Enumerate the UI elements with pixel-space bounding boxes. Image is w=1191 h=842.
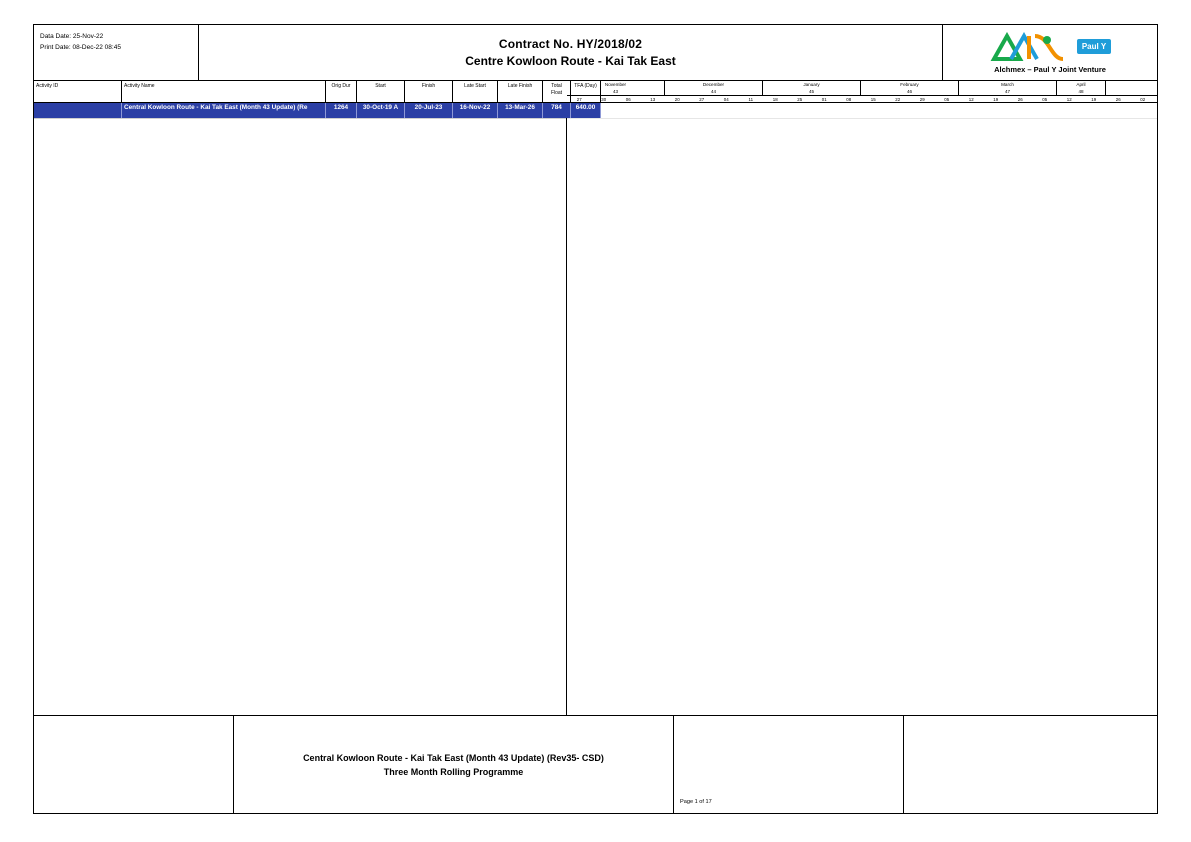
day-label: 04 (723, 97, 729, 102)
header-logo-block (942, 25, 1157, 80)
day-label: 02 (1140, 97, 1146, 102)
header-title-block (199, 25, 942, 80)
alchmex-logo-icon (989, 32, 1067, 62)
day-label: 19 (1091, 97, 1097, 102)
cell-activity-id (34, 103, 122, 118)
column-header-activity-name[interactable]: Activity Name (122, 81, 326, 102)
day-label: 06 (625, 97, 631, 102)
week-label: 47 (959, 88, 1057, 95)
jv-name: Alchmex – Paul Y Joint Venture (994, 64, 1106, 74)
week-label: 46 (861, 88, 959, 95)
day-label: 13 (650, 97, 656, 102)
cell-activity-name: Central Kowloon Route - Kai Tak East (Month 43 Update) (Re (122, 103, 326, 118)
day-label: 26 (1115, 97, 1121, 102)
legend (34, 716, 234, 813)
day-label: 12 (1066, 97, 1072, 102)
month-label: November (567, 81, 665, 88)
table-row[interactable] (34, 103, 596, 119)
cell-tfa-day-: 640.00 (571, 103, 601, 118)
week-label: 44 (665, 88, 763, 95)
column-header-late-start[interactable]: Late Start (453, 81, 498, 102)
day-label: 20 (674, 97, 680, 102)
column-header-total-float[interactable]: Total Float (543, 81, 571, 102)
sheet-footer (34, 715, 1157, 813)
day-label: 26 (1017, 97, 1023, 102)
day-label: 11 (748, 97, 754, 102)
day-label: 01 (821, 97, 827, 102)
cell-total-float: 784 (543, 103, 571, 118)
timescale-weeks (567, 88, 1157, 95)
column-header-start[interactable]: Start (357, 81, 405, 102)
week-label: 48 (1057, 88, 1106, 95)
column-header-activity-id[interactable]: Activity ID (34, 81, 122, 102)
gantt-area[interactable] (567, 103, 1157, 715)
cell-finish: 20-Jul-23 (405, 103, 453, 118)
month-label: April (1057, 81, 1106, 88)
day-label: 19 (993, 97, 999, 102)
cell-orig-dur: 1264 (326, 103, 357, 118)
timescale-months (567, 81, 1157, 88)
schedule-body (34, 103, 1157, 715)
day-label: 22 (895, 97, 901, 102)
column-header-orig-dur[interactable]: Orig Dur (326, 81, 357, 102)
project-title: Centre Kowloon Route - Kai Tak East (465, 54, 676, 68)
month-label: March (959, 81, 1057, 88)
revision-block (904, 716, 1157, 813)
column-header-finish[interactable]: Finish (405, 81, 453, 102)
header-dates-block (34, 25, 199, 80)
logos (989, 32, 1111, 62)
cell-late-start: 16-Nov-22 (453, 103, 498, 118)
week-label: 45 (763, 88, 861, 95)
day-label: 29 (919, 97, 925, 102)
day-label: 08 (846, 97, 852, 102)
day-label: 05 (1042, 97, 1048, 102)
month-label: December (665, 81, 763, 88)
column-header-late-finish[interactable]: Late Finish (498, 81, 543, 102)
day-label: 15 (870, 97, 876, 102)
drawing-frame (33, 24, 1158, 814)
day-label: 12 (968, 97, 974, 102)
month-label: February (861, 81, 959, 88)
timescale-header (567, 81, 1157, 102)
activity-table[interactable] (34, 103, 596, 715)
footer-title-block (234, 716, 674, 813)
data-date: Data Date: 25-Nov-22 (40, 33, 104, 40)
column-header-tfa-day-[interactable]: TFA (Day) (571, 81, 601, 102)
day-label: 18 (772, 97, 778, 102)
day-label: 27 (576, 97, 582, 102)
day-label: 27 (699, 97, 705, 102)
cell-start: 30-Oct-19 A (357, 103, 405, 118)
print-date: Print Date: 08-Dec-22 08:45 (40, 44, 121, 51)
sheet-header (34, 25, 1157, 81)
day-label: 25 (797, 97, 803, 102)
cell-late-finish: 13-Mar-26 (498, 103, 543, 118)
day-label: 05 (944, 97, 950, 102)
contract-no: Contract No. HY/2018/02 (498, 37, 643, 51)
gantt-row (567, 103, 1157, 119)
week-label: 43 (567, 88, 665, 95)
footer-title-2: Three Month Rolling Programme (383, 766, 524, 777)
pauly-logo-icon: Paul Y (1077, 39, 1111, 54)
day-label: 30 (601, 97, 607, 102)
page-number: Page 1 of 17 (680, 799, 712, 805)
column-header-row (34, 81, 1157, 103)
month-label: January (763, 81, 861, 88)
footer-title-1: Central Kowloon Route - Kai Tak East (Month 43 Update) (Rev35- CSD) (303, 752, 604, 763)
